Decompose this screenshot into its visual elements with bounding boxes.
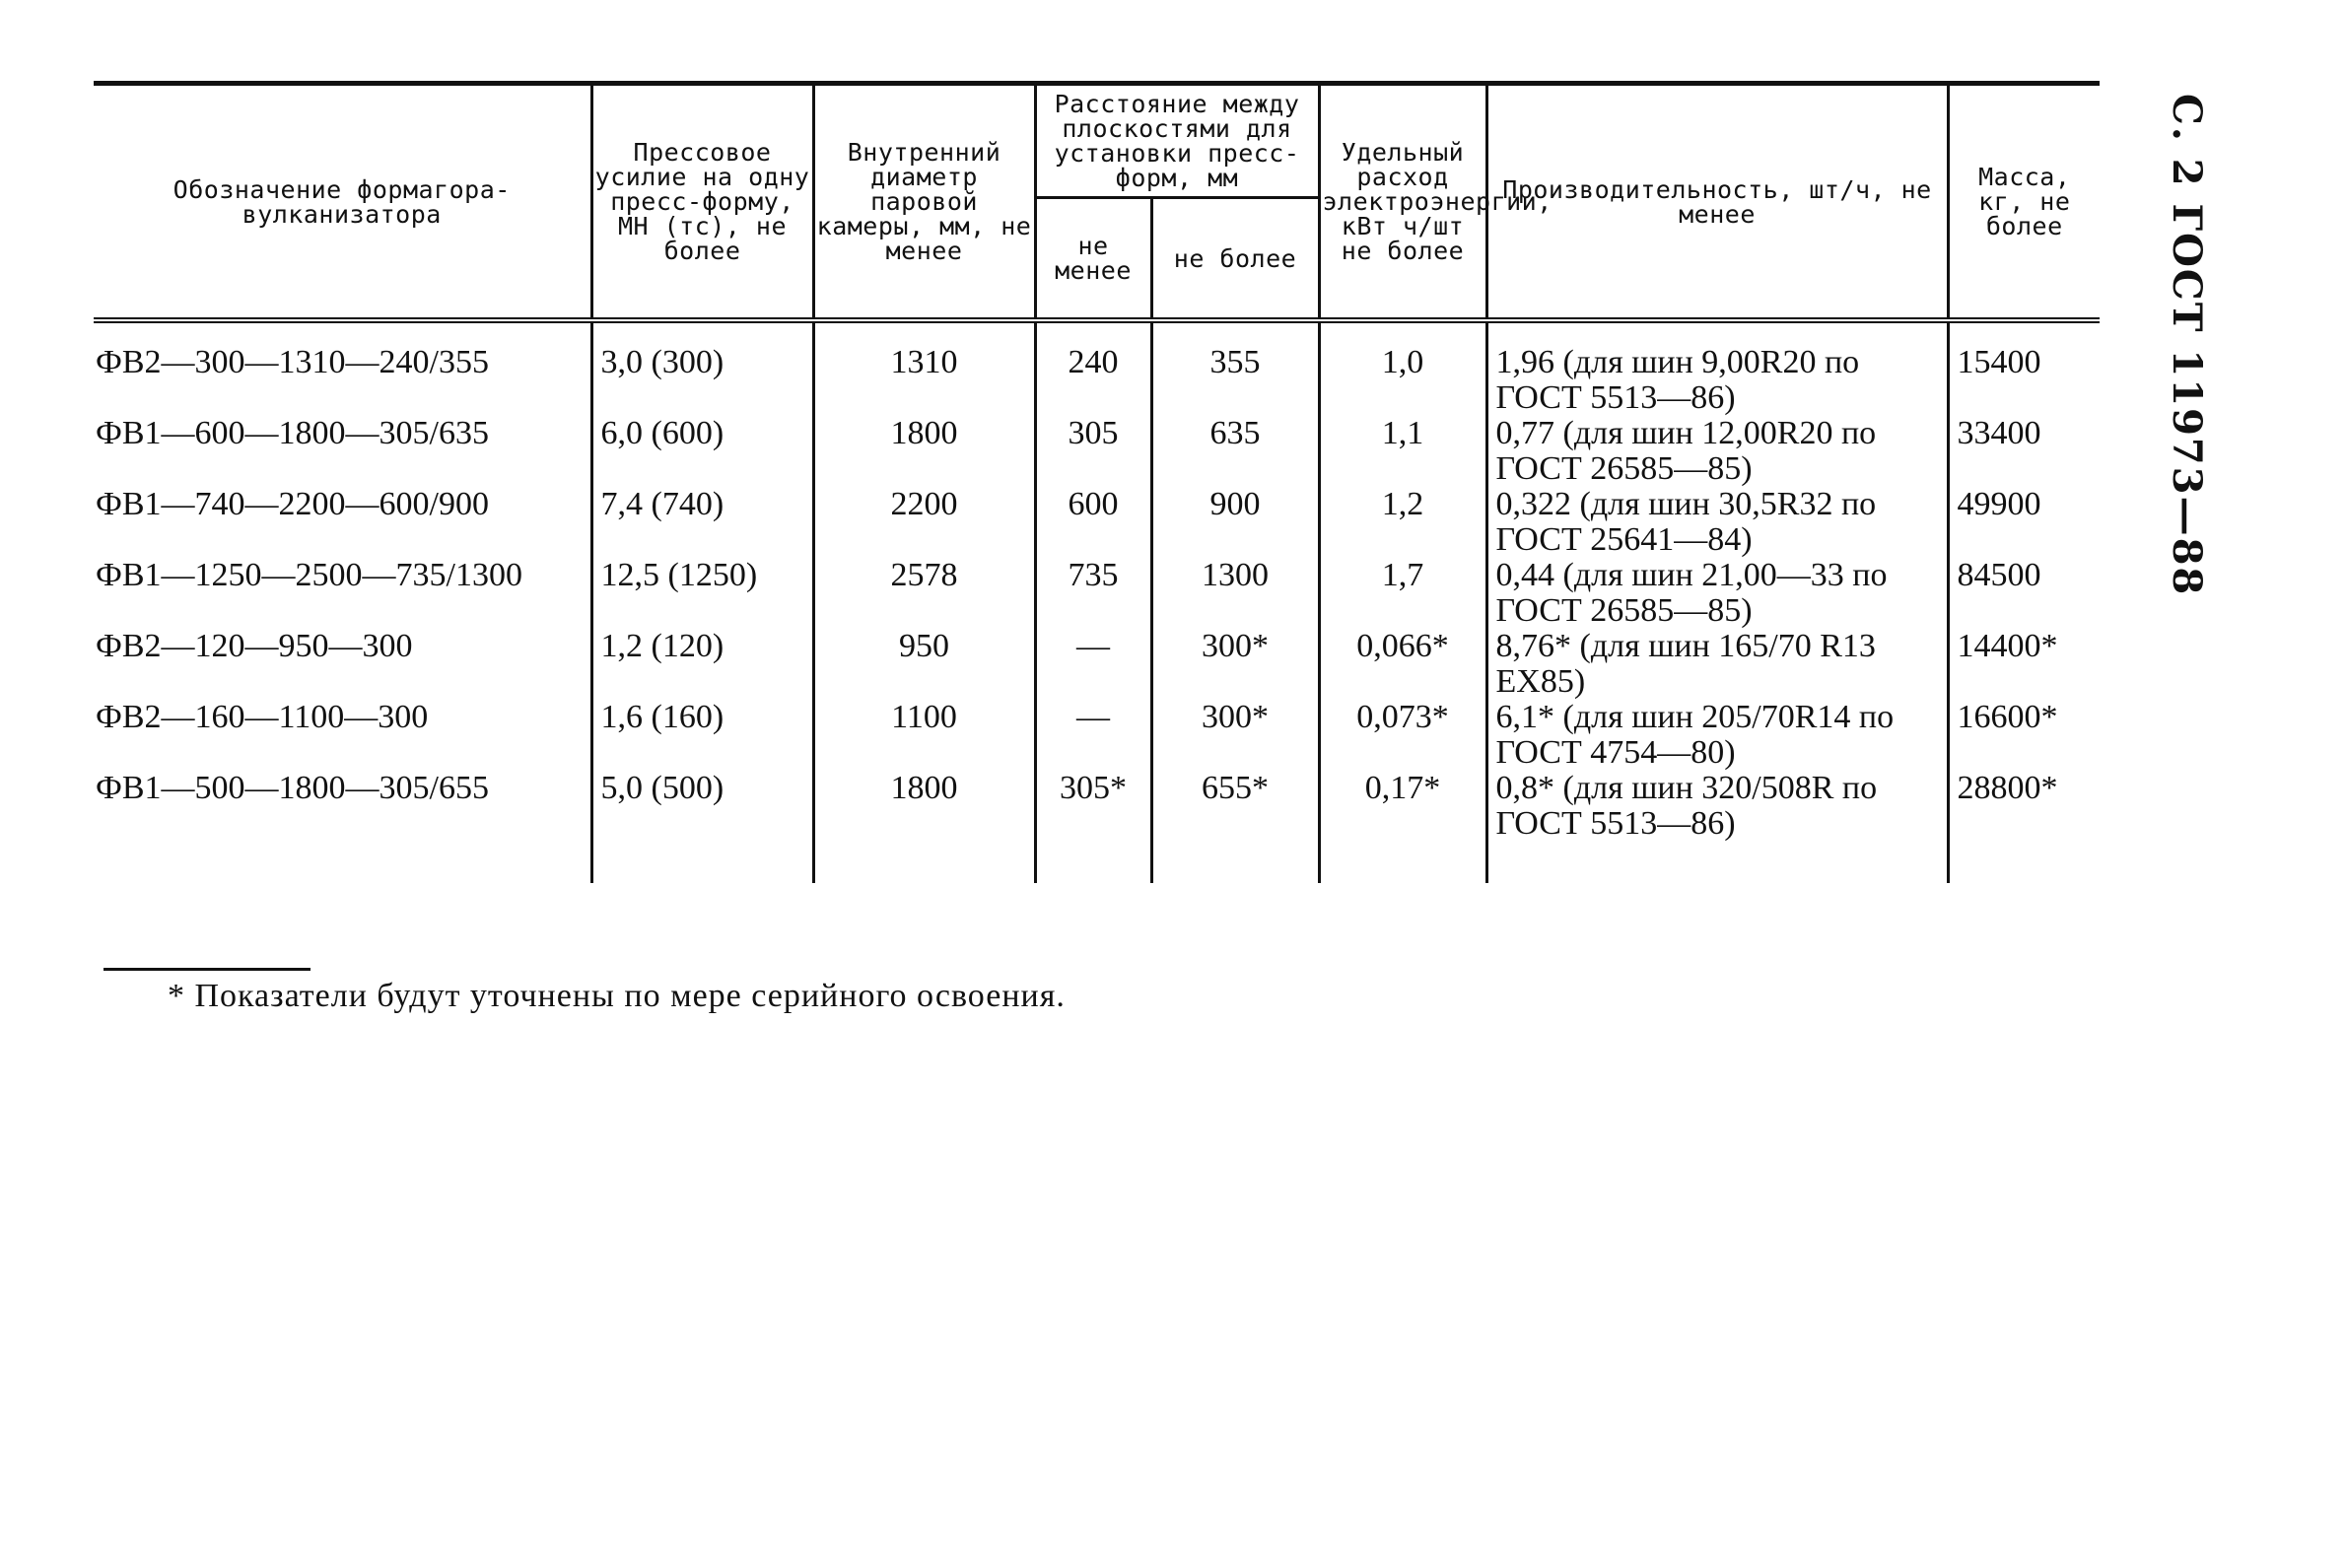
cell-productivity: 1,96 (для шин 9,00R20 по ГОСТ 5513—86) [1486, 320, 1948, 416]
cell-diameter: 1100 [813, 700, 1035, 771]
cell-productivity: 0,44 (для шин 21,00—33 по ГОСТ 26585—85) [1486, 558, 1948, 629]
cell-energy: 1,0 [1319, 320, 1486, 416]
table-row [94, 700, 2100, 771]
table-row [94, 558, 2100, 629]
cell-diameter: 2578 [813, 558, 1035, 629]
footnote: * Показатели будут уточнены по мере серийного освоения. [168, 978, 1066, 1014]
cell-distance-max: 300* [1151, 700, 1319, 771]
table-spacer-row [94, 842, 2100, 883]
cell-force: 12,5 (1250) [591, 558, 813, 629]
cell-energy: 0,066* [1319, 629, 1486, 700]
cell-distance-max: 300* [1151, 629, 1319, 700]
cell-force: 1,6 (160) [591, 700, 813, 771]
cell-designation: ФВ1—740—2200—600/900 [96, 486, 489, 522]
header-distance-min: не менее [1035, 198, 1151, 321]
table-row [94, 629, 2100, 700]
table-row [94, 771, 2100, 842]
cell-productivity: 0,8* (для шин 320/508R по ГОСТ 5513—86) [1486, 771, 1948, 842]
cell-designation: ФВ1—600—1800—305/635 [96, 415, 489, 451]
cell-distance-min: 735 [1035, 558, 1151, 629]
header-mass: Масса, кг, не более [1948, 84, 2100, 321]
specs-table [94, 81, 2100, 883]
cell-productivity: 8,76* (для шин 165/70 R13 ЕХ85) [1486, 629, 1948, 700]
cell-mass: 16600* [1948, 700, 2100, 771]
cell-mass: 28800* [1948, 771, 2100, 842]
cell-distance-min: 305* [1035, 771, 1151, 842]
header-energy: Удельный расход электроэнергии, кВт ч/шт не более [1319, 84, 1486, 321]
cell-productivity: 0,322 (для шин 30,5R32 по ГОСТ 25641—84) [1486, 487, 1948, 558]
cell-designation: ФВ1—1250—2500—735/1300 [96, 557, 522, 593]
cell-productivity: 6,1* (для шин 205/70R14 по ГОСТ 4754—80) [1486, 700, 1948, 771]
table-row [94, 487, 2100, 558]
cell-diameter: 1800 [813, 416, 1035, 487]
cell-productivity: 0,77 (для шин 12,00R20 по ГОСТ 26585—85) [1486, 416, 1948, 487]
cell-mass: 33400 [1948, 416, 2100, 487]
cell-distance-max: 355 [1151, 320, 1319, 416]
cell-designation: ФВ2—160—1100—300 [96, 699, 429, 735]
table-row [94, 416, 2100, 487]
cell-distance-max: 655* [1151, 771, 1319, 842]
cell-energy: 0,17* [1319, 771, 1486, 842]
cell-mass: 15400 [1948, 320, 2100, 416]
cell-distance-min: — [1035, 700, 1151, 771]
cell-force: 5,0 (500) [591, 771, 813, 842]
cell-energy: 1,7 [1319, 558, 1486, 629]
cell-diameter: 1310 [813, 320, 1035, 416]
page-label: С. 2 ГОСТ 11973—88 [2164, 94, 2210, 597]
cell-distance-min: 240 [1035, 320, 1151, 416]
cell-energy: 1,2 [1319, 487, 1486, 558]
cell-mass: 14400* [1948, 629, 2100, 700]
cell-energy: 0,073* [1319, 700, 1486, 771]
cell-distance-min: 600 [1035, 487, 1151, 558]
header-force: Прессовое усилие на одну пресс-форму, МН (тс), не более [591, 84, 813, 321]
cell-distance-max: 900 [1151, 487, 1319, 558]
cell-designation: ФВ1—500—1800—305/655 [96, 770, 489, 806]
header-distance: Расстояние между плоскостями для установки пресс-форм, мм [1035, 84, 1319, 198]
cell-force: 3,0 (300) [591, 320, 813, 416]
header-distance-max: не более [1151, 198, 1319, 321]
cell-distance-min: 305 [1035, 416, 1151, 487]
cell-force: 7,4 (740) [591, 487, 813, 558]
header-diameter: Внутренний диаметр паровой камеры, мм, не менее [813, 84, 1035, 321]
cell-distance-min: — [1035, 629, 1151, 700]
cell-mass: 49900 [1948, 487, 2100, 558]
header-designation: Обозначение формагора-вулканизатора [94, 84, 591, 321]
cell-diameter: 950 [813, 629, 1035, 700]
table-row [94, 320, 2100, 416]
cell-force: 1,2 (120) [591, 629, 813, 700]
cell-designation: ФВ2—300—1310—240/355 [96, 344, 489, 380]
cell-diameter: 1800 [813, 771, 1035, 842]
cell-designation: ФВ2—120—950—300 [96, 628, 413, 664]
cell-mass: 84500 [1948, 558, 2100, 629]
cell-diameter: 2200 [813, 487, 1035, 558]
footnote-divider [104, 968, 310, 971]
cell-distance-max: 635 [1151, 416, 1319, 487]
header-productivity: Производительность, шт/ч, не менее [1486, 84, 1948, 321]
cell-force: 6,0 (600) [591, 416, 813, 487]
cell-energy: 1,1 [1319, 416, 1486, 487]
cell-distance-max: 1300 [1151, 558, 1319, 629]
